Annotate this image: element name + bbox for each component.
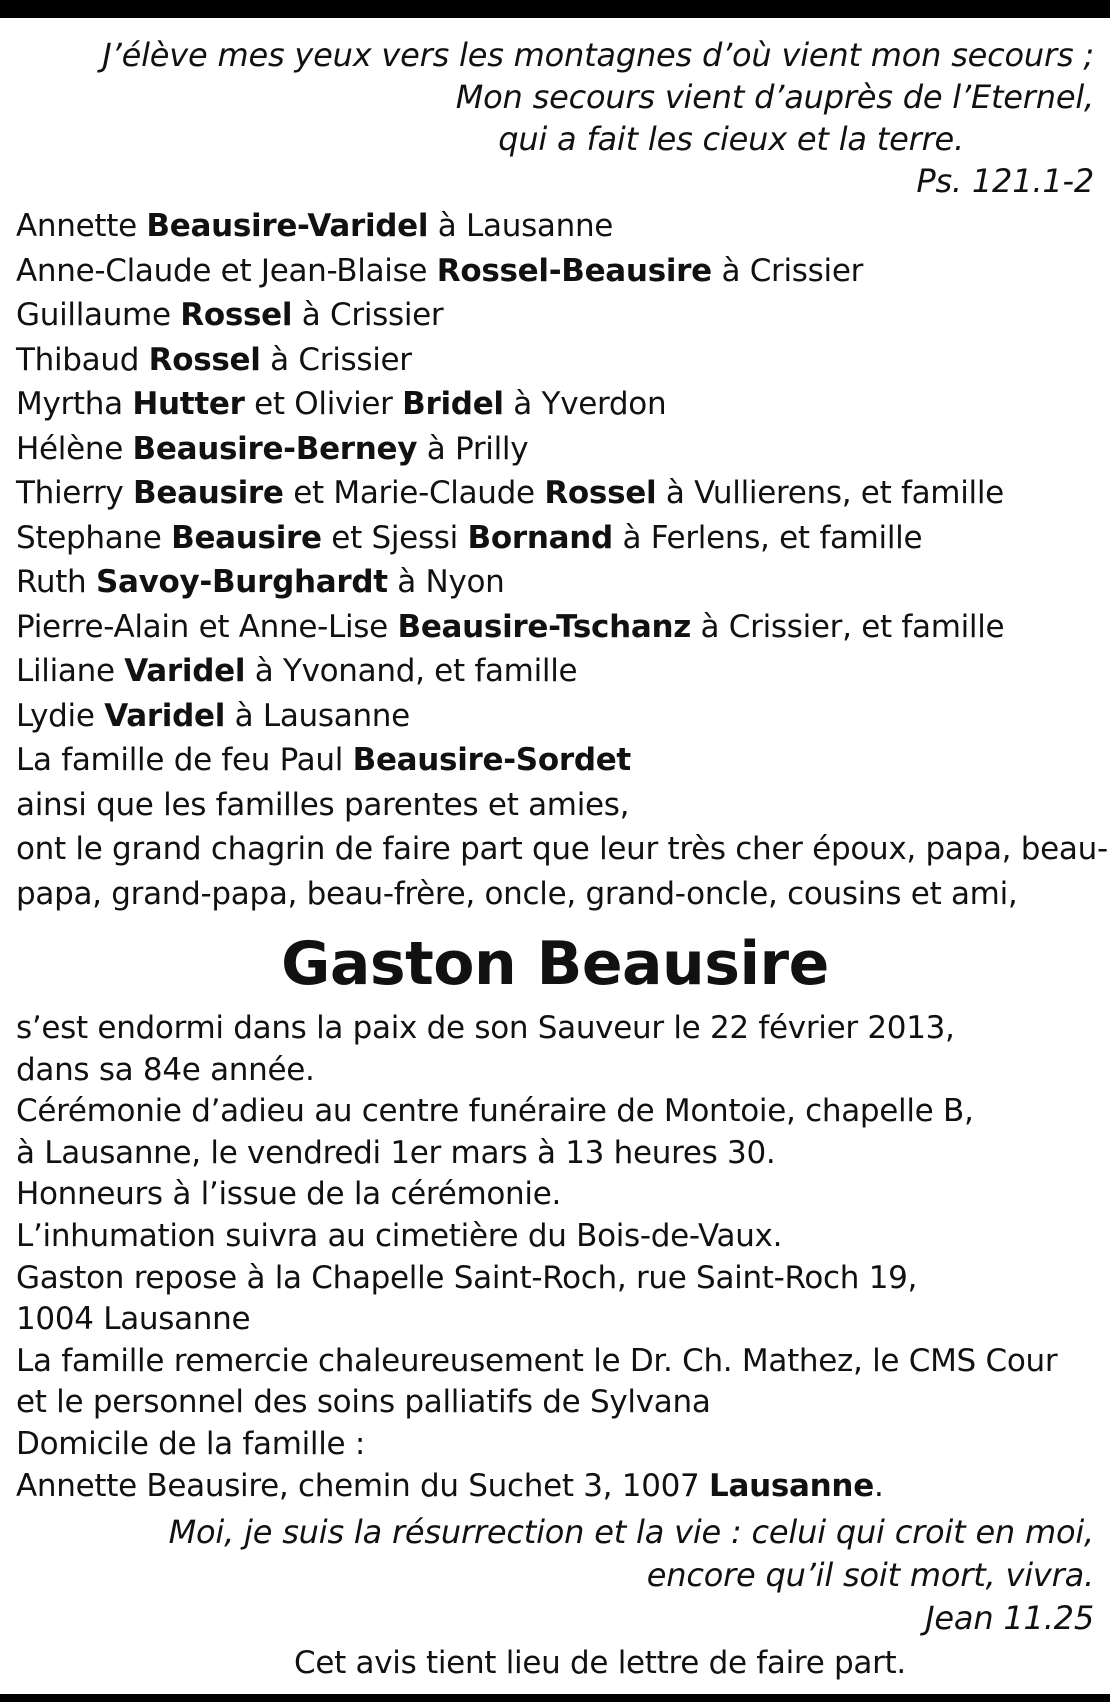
epigraph-line: J’élève mes yeux vers les montagnes d’où vient mon secours ; — [102, 36, 1094, 74]
given-names: Liliane — [16, 653, 125, 689]
given-names: Stephane — [16, 519, 172, 556]
given-names: Hélène — [16, 430, 133, 467]
opening-scripture-quote — [16, 34, 1094, 202]
details-line: à Lausanne, le vendredi 1er mars à 13 heures 30. — [16, 1134, 776, 1171]
family-member-line — [16, 293, 1094, 338]
family-surname: Beausire — [133, 475, 284, 511]
details-line: s’est endormi dans la paix de son Sauveur le 22 février 2013, — [16, 1010, 955, 1046]
given-names: Anne-Claude et Jean-Blaise — [16, 252, 437, 289]
deceased-name: Gaston Beausire — [281, 929, 829, 999]
family-surname: Rossel — [148, 341, 261, 378]
address-street: Annette Beausire, chemin du Suchet 3, 1007 — [16, 1467, 710, 1504]
location: à Prilly — [417, 430, 529, 467]
given-names: Pierre-Alain et Anne-Lise — [16, 608, 398, 645]
family-member-line — [16, 427, 1094, 472]
details-line: Gaston repose à la Chapelle Saint-Roch, rue Saint-Roch 19, — [16, 1259, 918, 1296]
epigraph-line: Mon secours vient d’auprès de l’Eternel, — [455, 78, 1094, 116]
family-surname: Savoy-Burghardt — [95, 564, 388, 600]
family-surname: Bridel — [402, 386, 504, 422]
details-line: Honneurs à l’issue de la cérémonie. — [16, 1176, 562, 1213]
location: à Ferlens, et famille — [612, 519, 923, 556]
location: à Crissier — [260, 341, 412, 378]
given-names: Annette — [16, 208, 147, 244]
family-member-line — [16, 471, 1094, 516]
family-member-line — [16, 516, 1094, 561]
top-border-rule — [0, 0, 1110, 18]
location: à Lausanne — [225, 697, 410, 734]
family-surname: Varidel — [124, 653, 246, 689]
details-line: dans sa 84e année. — [16, 1051, 315, 1088]
epigraph-reference: Ps. 121.1-2 — [916, 162, 1094, 200]
family-member-line — [16, 694, 1094, 739]
family-surname: Rossel — [544, 475, 657, 511]
given-names: et Sjessi — [321, 519, 468, 556]
location: à Nyon — [387, 564, 505, 600]
location: à Crissier, et famille — [690, 608, 1005, 645]
family-surname: Rossel — [180, 297, 293, 333]
location: à Yverdon — [503, 386, 667, 422]
family-member-line — [16, 738, 1094, 783]
address-city: Lausanne — [709, 1467, 874, 1504]
address-suffix: . — [873, 1467, 884, 1504]
bottom-border-rule — [0, 1694, 1110, 1702]
location: à Vullierens, et famille — [656, 475, 1004, 511]
family-surname: Hutter — [132, 386, 245, 422]
family-members-list — [16, 204, 1108, 916]
footer-note: Cet avis tient lieu de lettre de faire part. — [294, 1645, 906, 1682]
given-names: Ruth — [16, 564, 96, 600]
family-member-line — [16, 649, 1094, 694]
family-surname: Beausire-Tschanz — [397, 608, 691, 645]
family-surname: Varidel — [104, 697, 226, 734]
given-names: Guillaume — [16, 297, 181, 333]
announcement-line: ont le grand chagrin de faire part que leur très cher époux, papa, beau- — [16, 831, 1108, 867]
given-names: Thierry — [16, 475, 134, 511]
family-member-line — [16, 338, 1094, 383]
family-member-line — [16, 605, 1094, 650]
given-names: et Marie-Claude — [283, 475, 545, 511]
family-surname: Beausire-Sordet — [352, 742, 631, 778]
location: à Crissier — [711, 252, 864, 289]
location: à Yvonand, et famille — [245, 653, 578, 689]
family-surname: Rossel-Beausire — [436, 252, 712, 289]
given-names: Myrtha — [16, 386, 133, 422]
closing-reference: Jean 11.25 — [925, 1599, 1094, 1638]
details-line: 1004 Lausanne — [16, 1301, 251, 1338]
given-names: La famille de feu Paul — [16, 742, 353, 778]
details-line: La famille remercie chaleureusement le Dr. Ch. Mathez, le CMS Cour — [16, 1342, 1058, 1379]
family-surname: Beausire — [171, 519, 322, 556]
obituary-notice — [16, 34, 1108, 1684]
closing-scripture-quote — [16, 1511, 1094, 1640]
funeral-details — [16, 1008, 1094, 1507]
closing-line: encore qu’il soit mort, vivra. — [646, 1556, 1094, 1595]
details-line: L’inhumation suivra au cimetière du Bois-de-Vaux. — [16, 1217, 783, 1254]
family-member-line — [16, 382, 1094, 427]
family-member-line — [16, 249, 1094, 294]
announcement-line: ainsi que les familles parentes et amies, — [16, 786, 630, 823]
family-member-line — [16, 560, 1094, 605]
location: à Crissier — [292, 297, 444, 333]
given-names: Lydie — [16, 697, 105, 734]
given-names: et Olivier — [244, 386, 403, 422]
announcement-line: papa, grand-papa, beau-frère, oncle, grand-oncle, cousins et ami, — [16, 875, 1018, 912]
details-line: Domicile de la famille : — [16, 1425, 366, 1462]
details-line: Cérémonie d’adieu au centre funéraire de Montoie, chapelle B, — [16, 1093, 974, 1130]
family-surname: Bornand — [467, 519, 613, 556]
location: à Lausanne — [428, 208, 614, 244]
closing-line: Moi, je suis la résurrection et la vie : celui qui croit en moi, — [168, 1513, 1094, 1552]
details-line: et le personnel des soins palliatifs de Sylvana — [16, 1384, 711, 1421]
family-surname: Beausire-Varidel — [146, 208, 429, 244]
epigraph-line: qui a fait les cieux et la terre. — [498, 120, 964, 158]
family-address — [16, 1466, 1094, 1508]
given-names: Thibaud — [16, 341, 149, 378]
family-member-line — [16, 204, 1094, 249]
family-surname: Beausire-Berney — [132, 430, 418, 467]
